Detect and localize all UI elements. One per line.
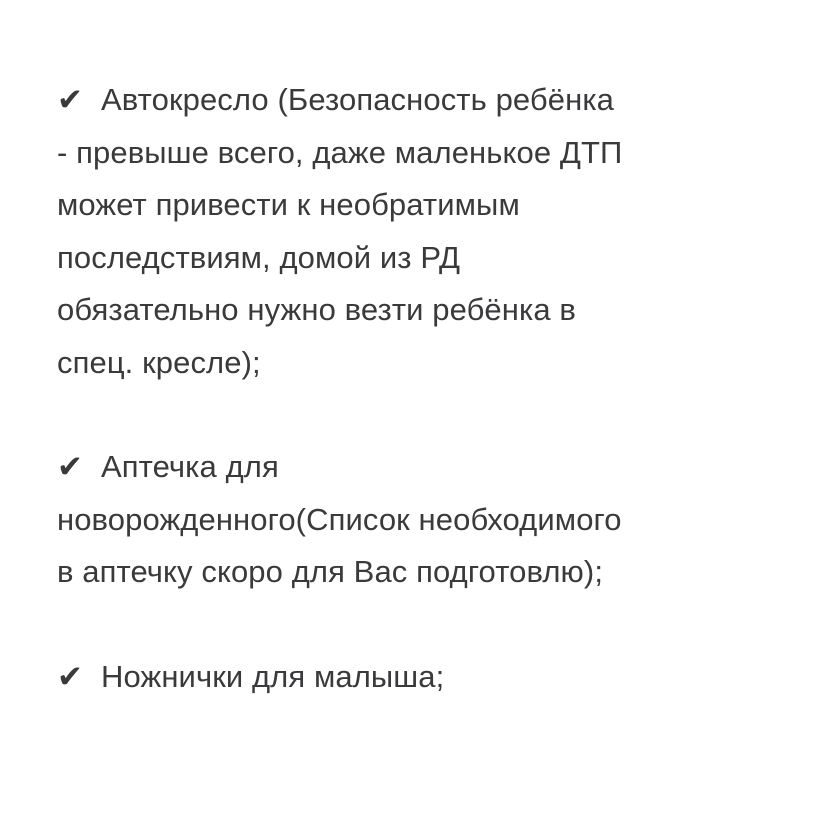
item-text-line: Аптечка для [101, 449, 279, 484]
item-text-line: - превыше всего, даже маленькое ДТП [57, 134, 623, 170]
checkmark-icon: ✔ [57, 82, 84, 117]
checkmark-icon: ✔ [57, 449, 84, 484]
item-text-line: обязательно нужно везти ребёнка в [57, 292, 576, 327]
list-item-car-seat [57, 74, 797, 389]
note-content [57, 74, 797, 755]
item-text-line: Автокресло (Безопасность ребёнка [101, 82, 615, 117]
list-item-baby-scissors [57, 651, 797, 704]
item-text-line: Ножнички для малыша; [101, 658, 445, 694]
item-text-line: спец. кресле); [57, 344, 261, 380]
item-text-line: последствиям, домой из РД [57, 239, 461, 275]
list-item-first-aid-kit [57, 441, 797, 599]
item-text-line: новорожденного(Список необходимого [57, 501, 622, 537]
checkmark-icon: ✔ [57, 658, 84, 694]
item-text-line: может привести к необратимым [57, 187, 520, 222]
item-text-line: в аптечку скоро для Вас подготовлю); [57, 554, 604, 589]
